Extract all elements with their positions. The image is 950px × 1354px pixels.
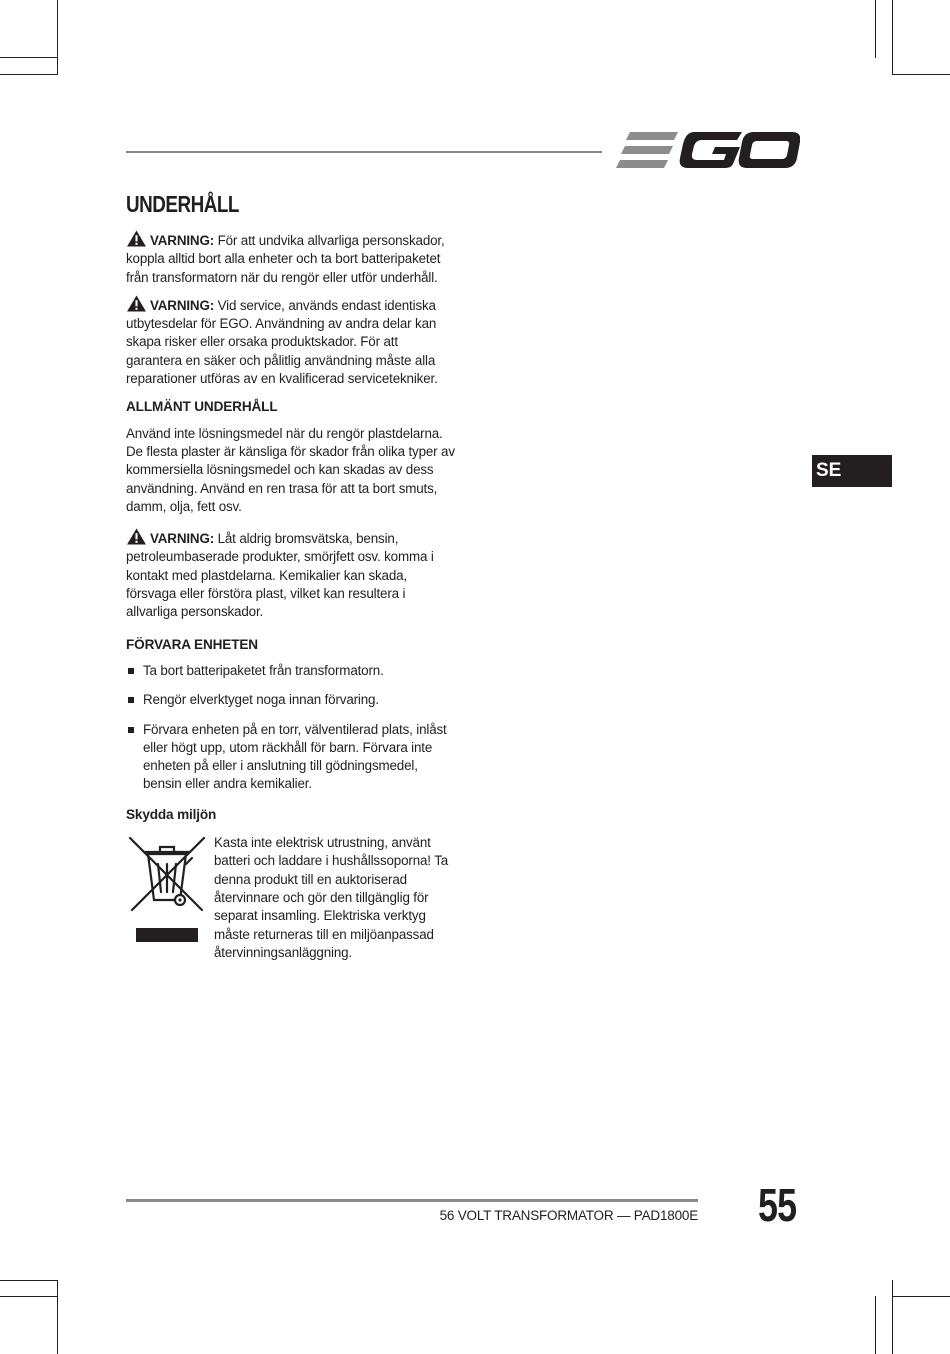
header-rule: [126, 151, 602, 153]
crop-mark: [892, 74, 950, 75]
warning-label: VARNING:: [150, 531, 215, 547]
weee-bin-icon: [126, 834, 208, 946]
general-paragraph: Använd inte lösningsmedel när du rengör plastdelarna. De flesta plaster är känsliga för skador från olika typer av kommersiella lösningsmedel och kan skadas av dess användning. Använd en ren trasa för att ta bort smuts, damm, olja, fett osv.: [126, 425, 455, 514]
crop-mark: [875, 0, 876, 58]
crop-mark: [875, 1296, 876, 1354]
list-item: [126, 691, 456, 709]
warning-triangle-icon: [126, 230, 147, 247]
warning-triangle-icon: [126, 295, 147, 312]
warning-text: För att undvika allvarliga personskador, koppla alltid bort alla enheter och ta bort batteripaketet från transformatorn när du rengör eller utför underhåll.: [126, 233, 445, 285]
crop-mark: [892, 0, 893, 74]
warning-paragraph: [126, 295, 456, 388]
list-item: [126, 662, 456, 680]
bullet-square-icon: [128, 727, 134, 733]
crop-mark: [0, 1296, 58, 1297]
warning-triangle-icon: [126, 528, 147, 545]
crop-mark: [57, 0, 58, 74]
ego-logo: [616, 128, 800, 172]
warning-label: VARNING:: [150, 297, 215, 313]
footer-rule: [126, 1199, 698, 1202]
warning-text: Låt aldrig bromsvätska, bensin, petroleumbaserade produkter, smörjfett osv. komma i kontakt med plastdelarna. Kemikalier kan skada, försvaga eller förstöra plast, vilket kan resultera i allvarliga personskador.: [126, 531, 434, 620]
storage-list: [126, 662, 456, 794]
crop-mark: [892, 1296, 950, 1297]
crop-mark: [57, 1280, 58, 1354]
environment-block: [126, 834, 456, 962]
language-tab: SE: [812, 455, 892, 487]
crop-mark: [0, 57, 58, 58]
crop-mark: [0, 74, 58, 75]
section-title-general: ALLMÄNT UNDERHÅLL: [126, 399, 278, 415]
footer-model: 56 VOLT TRANSFORMATOR — PAD1800E: [439, 1208, 698, 1223]
warning-paragraph: [126, 528, 456, 621]
warning-label: VARNING:: [150, 233, 215, 248]
section-title-environment: Skydda miljön: [126, 806, 217, 822]
main-column: [126, 190, 456, 962]
list-item: [126, 721, 456, 794]
environment-paragraph: Kasta inte elektrisk utrustning, använt batteri och laddare i hushållssoporna! Ta denna produkt till en auktoriserad återvinnare och gör den tillgänglig för separat insamling. Elektriska verktyg måste returneras till en miljöanpassad återvinningsanläggning.: [214, 835, 449, 960]
list-item-text: Rengör elverktyget noga innan förvaring.: [143, 692, 379, 708]
weee-bar: [136, 928, 198, 942]
section-title-storage: FÖRVARA ENHETEN: [126, 636, 258, 652]
list-item-text: Ta bort batteripaketet från transformatorn.: [143, 662, 384, 678]
bullet-square-icon: [128, 668, 134, 674]
crop-mark: [0, 1280, 58, 1281]
warning-paragraph: [126, 230, 456, 287]
page-number: 55: [758, 1179, 797, 1231]
crop-mark: [892, 1280, 893, 1354]
bullet-square-icon: [128, 697, 134, 703]
page-heading: UNDERHÅLL: [126, 191, 239, 217]
warning-text: Vid service, används endast identiska utbytesdelar för EGO. Användning av andra delar kan skapa risker eller orsaka produktskador. För att garantera en säker och pålitlig användning måste alla reparationer utföras av en kvalificerad servicetekniker.: [126, 297, 438, 387]
list-item-text: Förvara enheten på en torr, välventilerad plats, inlåst eller högt upp, utom räckhåll för barn. Förvara inte enheten på eller i anslutning till gödningsmedel, bensin eller andra kemikalier.: [143, 721, 447, 792]
